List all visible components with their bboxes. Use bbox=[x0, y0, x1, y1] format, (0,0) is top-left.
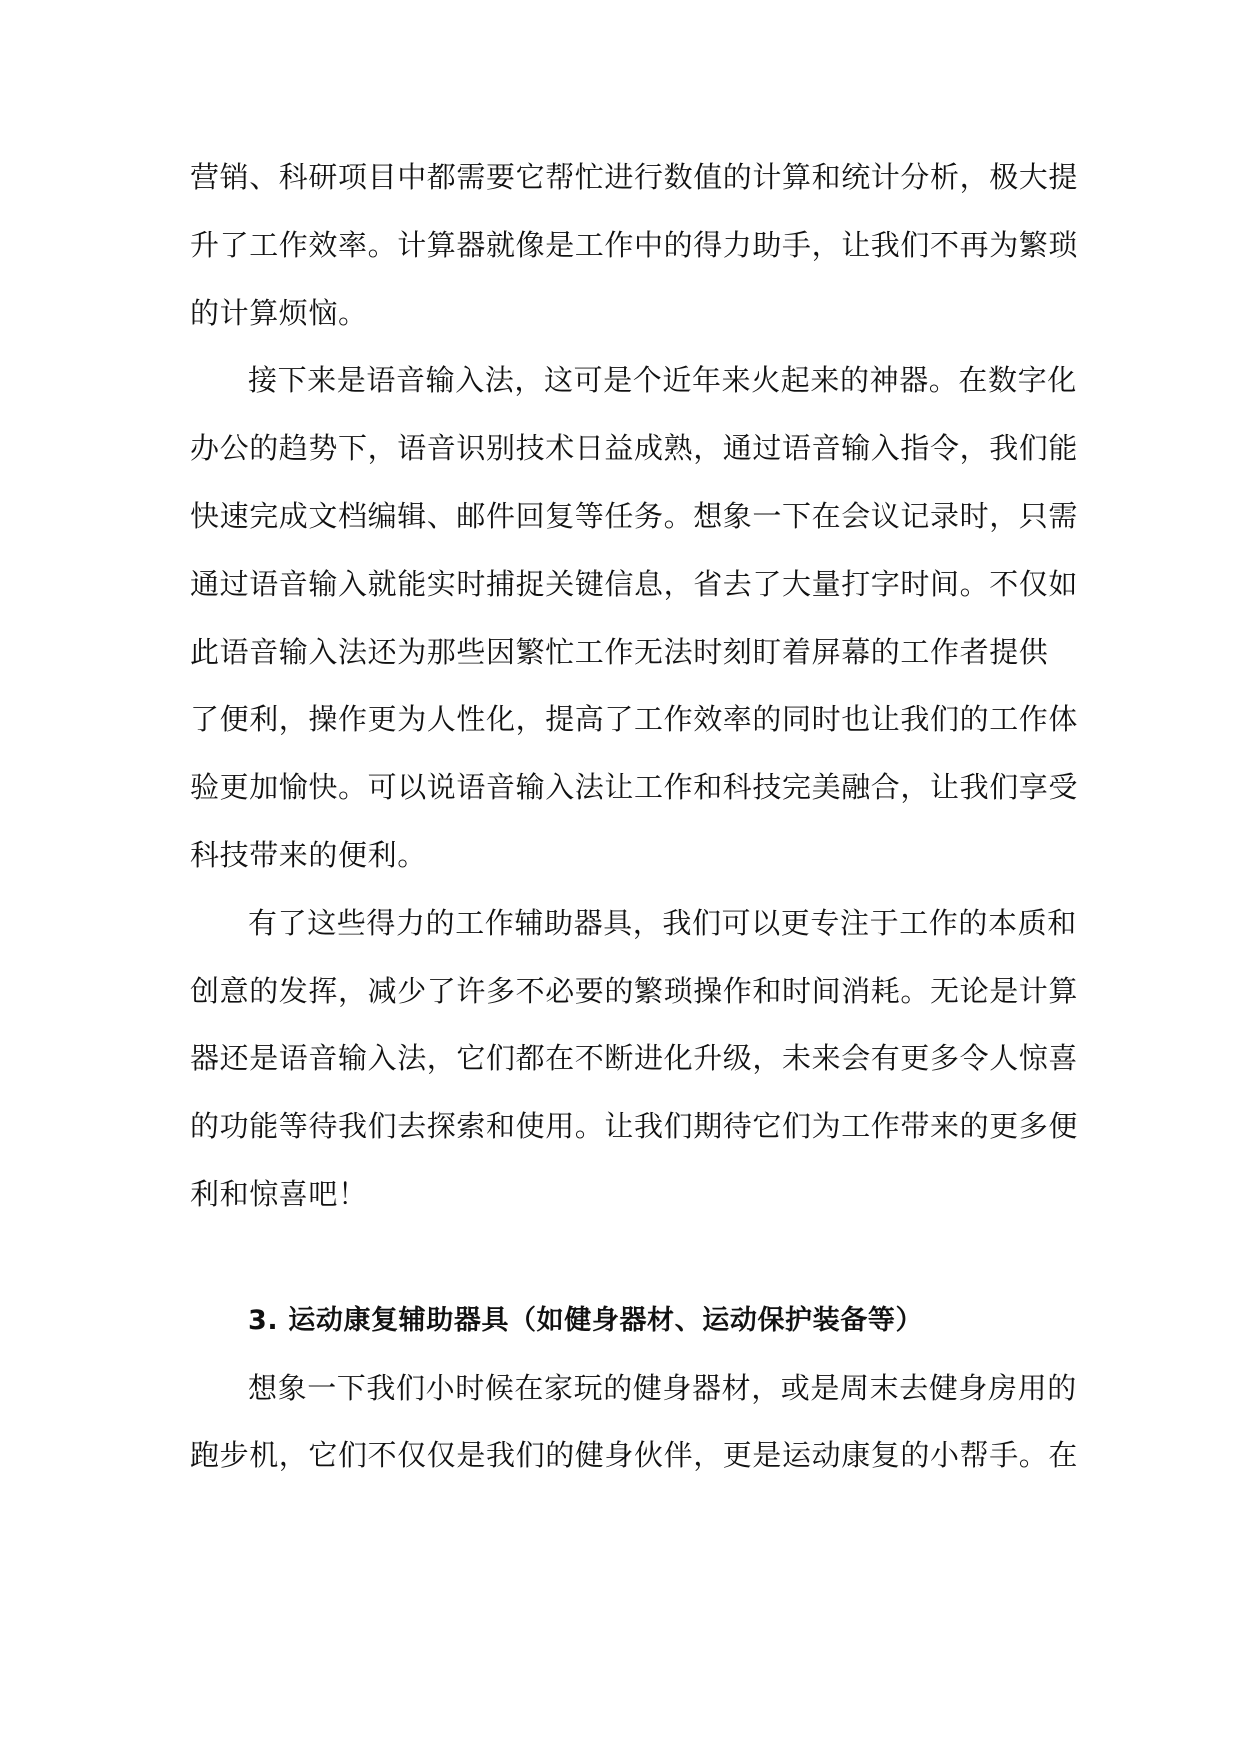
section-spacer bbox=[190, 1229, 1050, 1287]
text-line: 创意的发挥，减少了许多不必要的繁琐操作和时间消耗。无论是计算 bbox=[190, 973, 1079, 1008]
text-line: 升了工作效率。计算器就像是工作中的得力助手，让我们不再为繁琐 bbox=[190, 227, 1079, 262]
text-line: 跑步机，它们不仅仅是我们的健身伙伴，更是运动康复的小帮手。在 bbox=[190, 1438, 1079, 1473]
paragraph-voice-input bbox=[190, 347, 1079, 889]
text-line: 利和惊喜吧！ bbox=[190, 1176, 368, 1211]
text-line: 科技带来的便利。 bbox=[190, 837, 427, 872]
text-line: 有了这些得力的工作辅助器具，我们可以更专注于工作的本质和 bbox=[248, 905, 1077, 940]
text-line: 的功能等待我们去探索和使用。让我们期待它们为工作带来的更多便 bbox=[190, 1109, 1079, 1144]
text-line: 接下来是语音输入法，这可是个近年来火起来的神器。在数字化 bbox=[248, 363, 1077, 398]
document-body bbox=[190, 144, 1079, 1490]
paragraph-calculator-continuation bbox=[190, 144, 1079, 347]
text-line: 此语音输入法还为那些因繁忙工作无法时刻盯着屏幕的工作者提供 bbox=[190, 634, 1049, 669]
text-line: 验更加愉快。可以说语音输入法让工作和科技完美融合，让我们享受 bbox=[190, 770, 1079, 805]
text-line: 通过语音输入就能实时捕捉关键信息，省去了大量打字时间。不仅如 bbox=[190, 566, 1079, 601]
paragraph-summary bbox=[190, 890, 1079, 1229]
text-line: 办公的趋势下，语音识别技术日益成熟，通过语音输入指令，我们能 bbox=[190, 431, 1079, 466]
text-line: 了便利，操作更为人性化，提高了工作效率的同时也让我们的工作体 bbox=[190, 702, 1079, 737]
text-line: 营销、科研项目中都需要它帮忙进行数值的计算和统计分析，极大提 bbox=[190, 160, 1079, 194]
text-line: 想象一下我们小时候在家玩的健身器材，或是周末去健身房用的 bbox=[248, 1370, 1077, 1405]
text-line: 快速完成文档编辑、邮件回复等任务。想象一下在会议记录时，只需 bbox=[190, 498, 1079, 533]
text-line: 器还是语音输入法，它们都在不断进化升级，未来会有更多令人惊喜 bbox=[190, 1041, 1079, 1076]
text-line: 的计算烦恼。 bbox=[190, 295, 368, 330]
section-heading: 3. 运动康复辅助器具（如健身器材、运动保护装备等） bbox=[248, 1304, 924, 1336]
paragraph-sports-rehab bbox=[190, 1355, 1079, 1491]
